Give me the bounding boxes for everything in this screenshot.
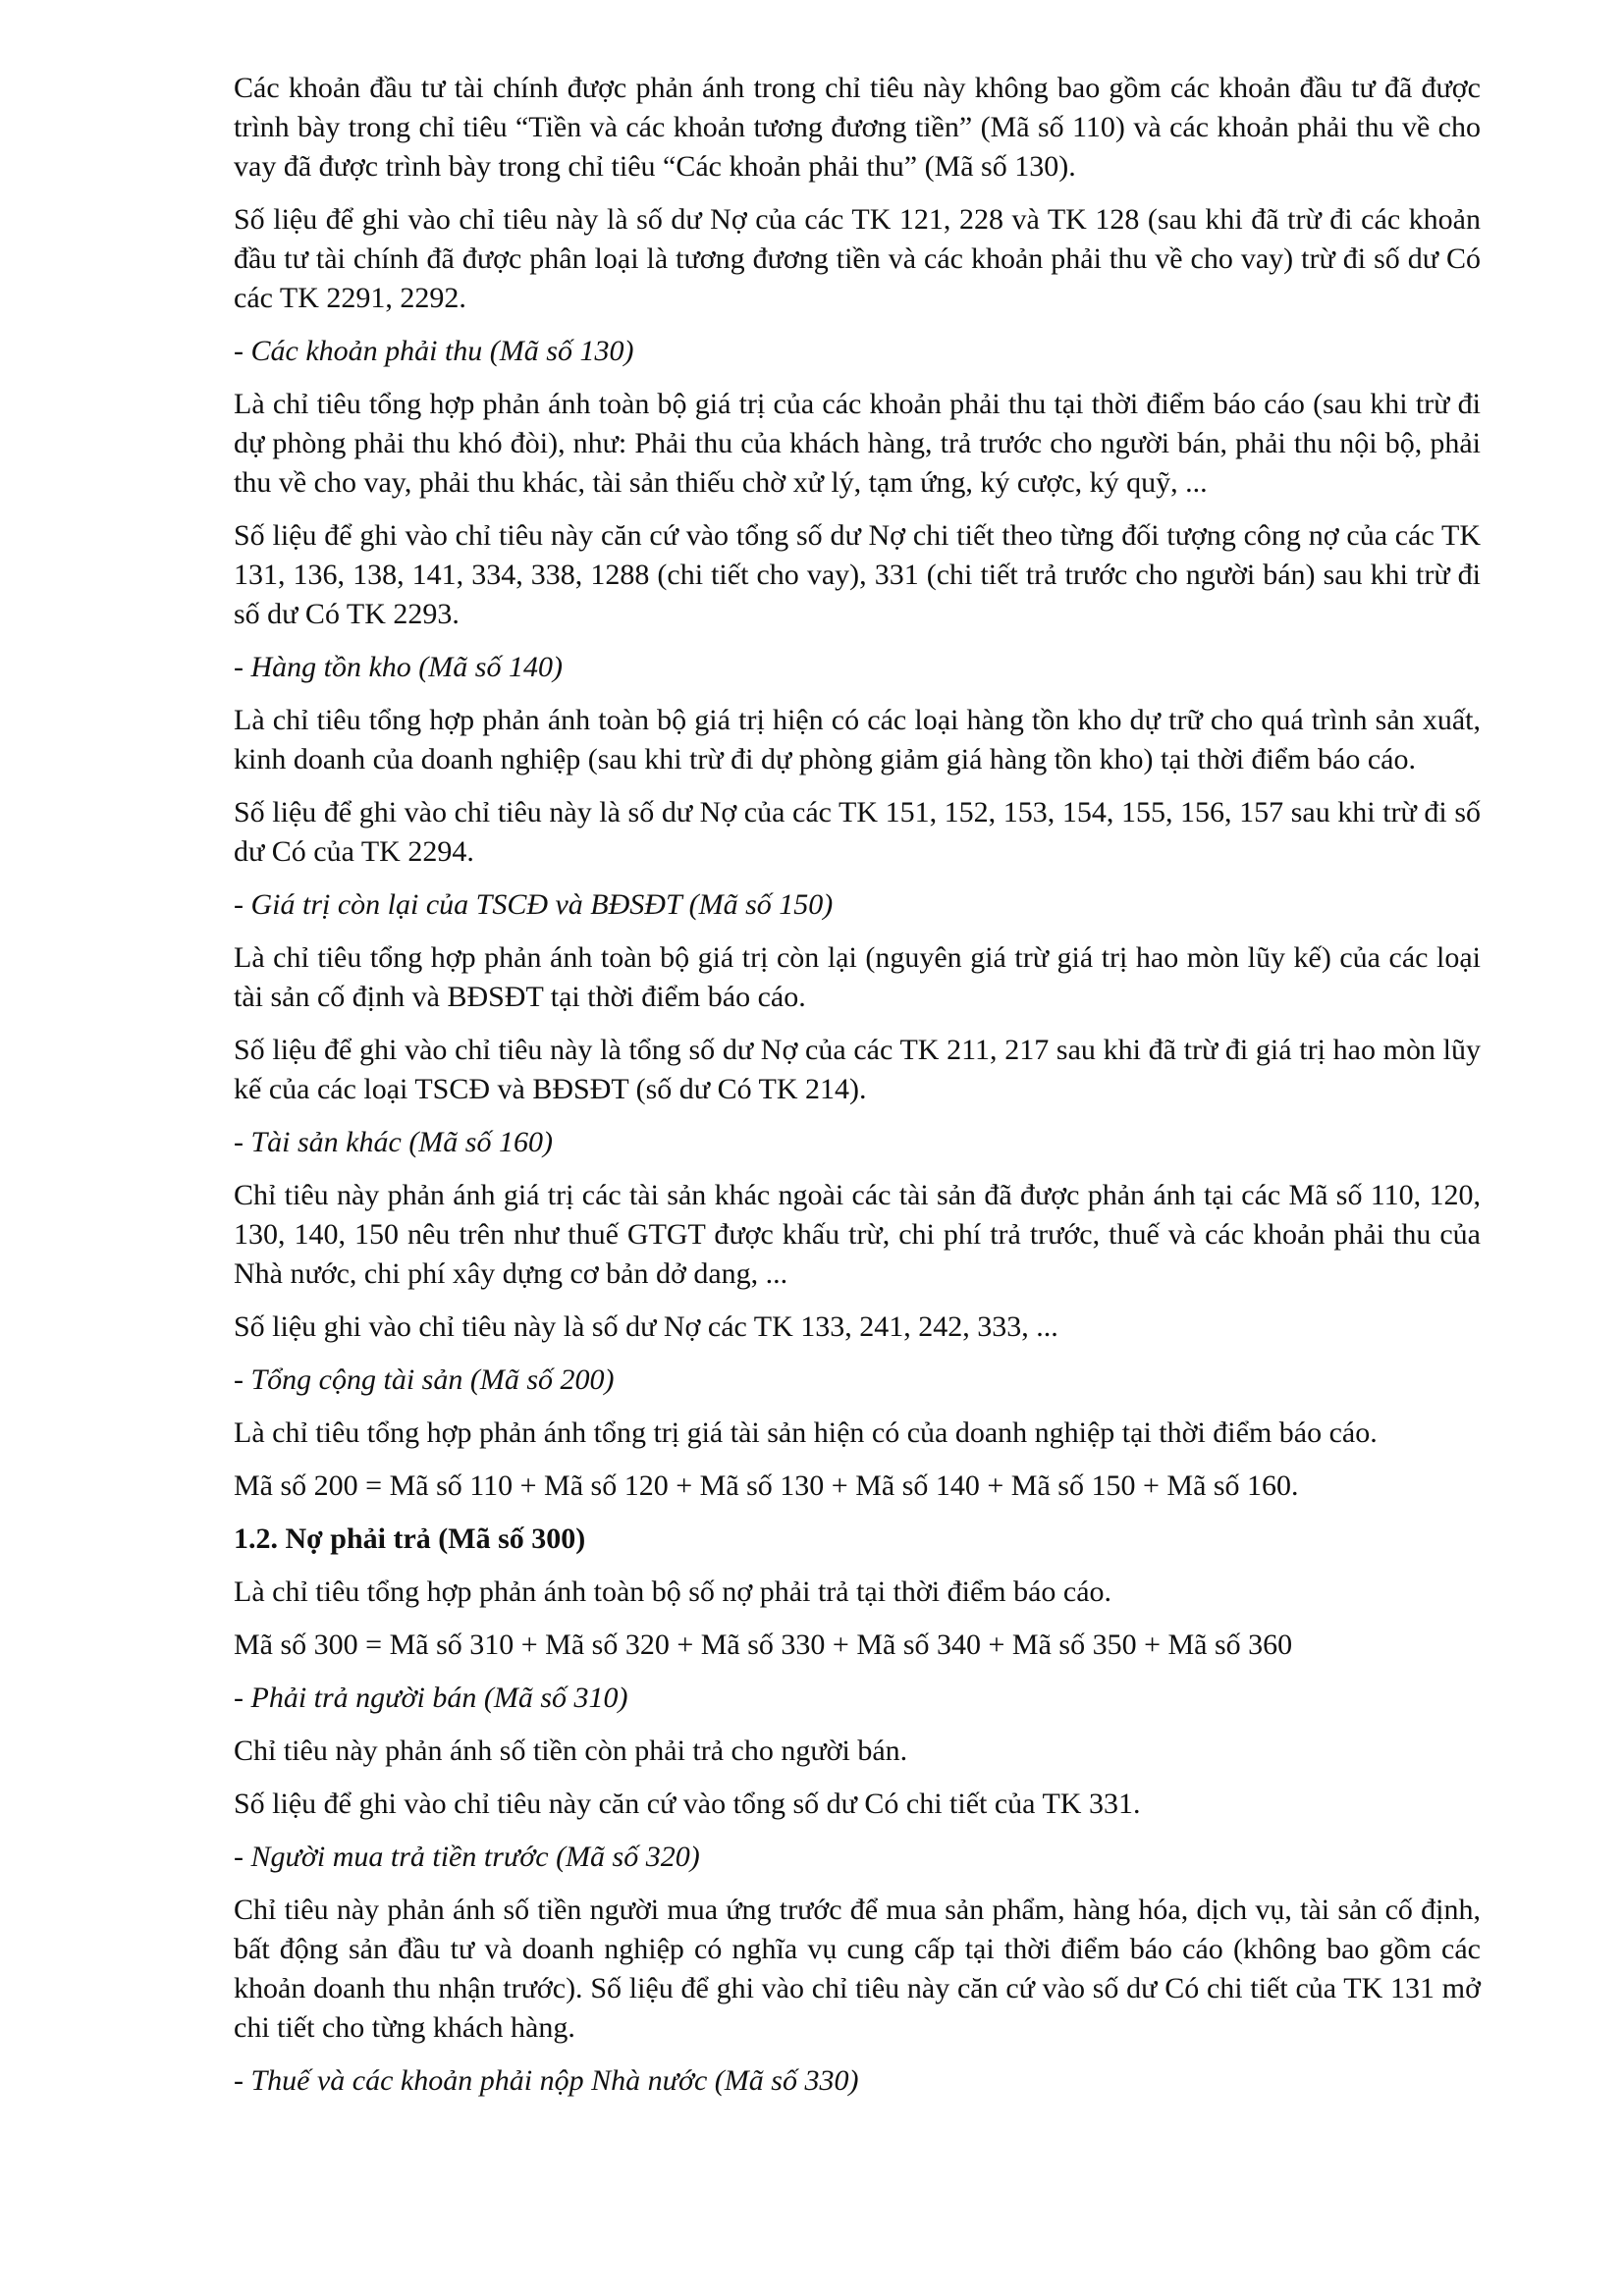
paragraph: Số liệu để ghi vào chỉ tiêu này căn cứ vào tổng số dư Có chi tiết của TK 331. <box>234 1788 1141 1820</box>
subsection-heading: - Người mua trả tiền trước (Mã số 320) <box>234 1841 700 1873</box>
paragraph: Số liệu để ghi vào chỉ tiêu này là số dư Nợ của các TK 121, 228 và TK 128 (sau khi đã trừ đi các khoản đầu tư tài chính đã được phân loại là tương đương tiền và các khoản phải thu về cho vay) trừ đi số dư Có các TK 2291, 2292. <box>234 203 1481 314</box>
formula-line: Mã số 300 = Mã số 310 + Mã số 320 + Mã số 330 + Mã số 340 + Mã số 350 + Mã số 360 <box>234 1629 1293 1661</box>
subsection-heading: - Giá trị còn lại của TSCĐ và BĐSĐT (Mã số 150) <box>234 888 834 921</box>
paragraph: Số liệu để ghi vào chỉ tiêu này là số dư Nợ của các TK 151, 152, 153, 154, 155, 156, 157 sau khi trừ đi số dư Có của TK 2294. <box>234 796 1481 868</box>
paragraph: Các khoản đầu tư tài chính được phản ánh trong chỉ tiêu này không bao gồm các khoản đầu tư đã được trình bày trong chỉ tiêu “Tiền và các khoản tương đương tiền” (Mã số 110) và các khoản phải thu về cho vay đã được trình bày trong chỉ tiêu “Các khoản phải thu” (Mã số 130). <box>234 72 1481 183</box>
paragraph: Chỉ tiêu này phản ánh số tiền người mua ứng trước để mua sản phẩm, hàng hóa, dịch vụ, tài sản cố định, bất động sản đầu tư và doanh nghiệp có nghĩa vụ cung cấp tại thời điểm báo cáo (không bao gồm các khoản doanh thu nhận trước). Số liệu để ghi vào chỉ tiêu này căn cứ vào số dư Có chi tiết của TK 131 mở chi tiết cho từng khách hàng. <box>234 1894 1481 2044</box>
paragraph: Là chỉ tiêu tổng hợp phản ánh toàn bộ giá trị hiện có các loại hàng tồn kho dự trữ cho quá trình sản xuất, kinh doanh của doanh nghiệp (sau khi trừ đi dự phòng giảm giá hàng tồn kho) tại thời điểm báo cáo. <box>234 704 1481 775</box>
paragraph: Là chỉ tiêu tổng hợp phản ánh toàn bộ số nợ phải trả tại thời điểm báo cáo. <box>234 1575 1112 1608</box>
document-page <box>234 69 1481 2114</box>
paragraph: Số liệu để ghi vào chỉ tiêu này là tổng số dư Nợ của các TK 211, 217 sau khi đã trừ đi giá trị hao mòn lũy kế của các loại TSCĐ và BĐSĐT (số dư Có TK 214). <box>234 1034 1481 1105</box>
subsection-heading: - Các khoản phải thu (Mã số 130) <box>234 335 634 367</box>
subsection-heading: - Tổng cộng tài sản (Mã số 200) <box>234 1363 615 1396</box>
paragraph: Chỉ tiêu này phản ánh giá trị các tài sản khác ngoài các tài sản đã được phản ánh tại các Mã số 110, 120, 130, 140, 150 nêu trên như thuế GTGT được khấu trừ, chi phí trả trước, thuế và các khoản phải thu của Nhà nước, chi phí xây dựng cơ bản dở dang, ... <box>234 1179 1481 1290</box>
paragraph: Chỉ tiêu này phản ánh số tiền còn phải trả cho người bán. <box>234 1735 908 1767</box>
subsection-heading: - Phải trả người bán (Mã số 310) <box>234 1682 628 1714</box>
paragraph: Số liệu ghi vào chỉ tiêu này là số dư Nợ các TK 133, 241, 242, 333, ... <box>234 1310 1058 1343</box>
section-heading: 1.2. Nợ phải trả (Mã số 300) <box>234 1522 586 1555</box>
subsection-heading: - Hàng tồn kho (Mã số 140) <box>234 651 563 683</box>
subsection-heading: - Thuế và các khoản phải nộp Nhà nước (Mã số 330) <box>234 2064 859 2097</box>
subsection-heading: - Tài sản khác (Mã số 160) <box>234 1126 553 1158</box>
paragraph: Là chỉ tiêu tổng hợp phản ánh tổng trị giá tài sản hiện có của doanh nghiệp tại thời điểm báo cáo. <box>234 1416 1378 1449</box>
paragraph: Số liệu để ghi vào chỉ tiêu này căn cứ vào tổng số dư Nợ chi tiết theo từng đối tượng công nợ của các TK 131, 136, 138, 141, 334, 338, 1288 (chi tiết cho vay), 331 (chi tiết trả trước cho người bán) sau khi trừ đi số dư Có TK 2293. <box>234 519 1481 630</box>
paragraph: Là chỉ tiêu tổng hợp phản ánh toàn bộ giá trị của các khoản phải thu tại thời điểm báo cáo (sau khi trừ đi dự phòng phải thu khó đòi), như: Phải thu của khách hàng, trả trước cho người bán, phải thu nội bộ, phải thu về cho vay, phải thu khác, tài sản thiếu chờ xử lý, tạm ứng, ký cược, ký quỹ, ... <box>234 388 1481 499</box>
formula-line: Mã số 200 = Mã số 110 + Mã số 120 + Mã số 130 + Mã số 140 + Mã số 150 + Mã số 160. <box>234 1469 1299 1502</box>
paragraph: Là chỉ tiêu tổng hợp phản ánh toàn bộ giá trị còn lại (nguyên giá trừ giá trị hao mòn lũy kế) của các loại tài sản cố định và BĐSĐT tại thời điểm báo cáo. <box>234 941 1481 1013</box>
